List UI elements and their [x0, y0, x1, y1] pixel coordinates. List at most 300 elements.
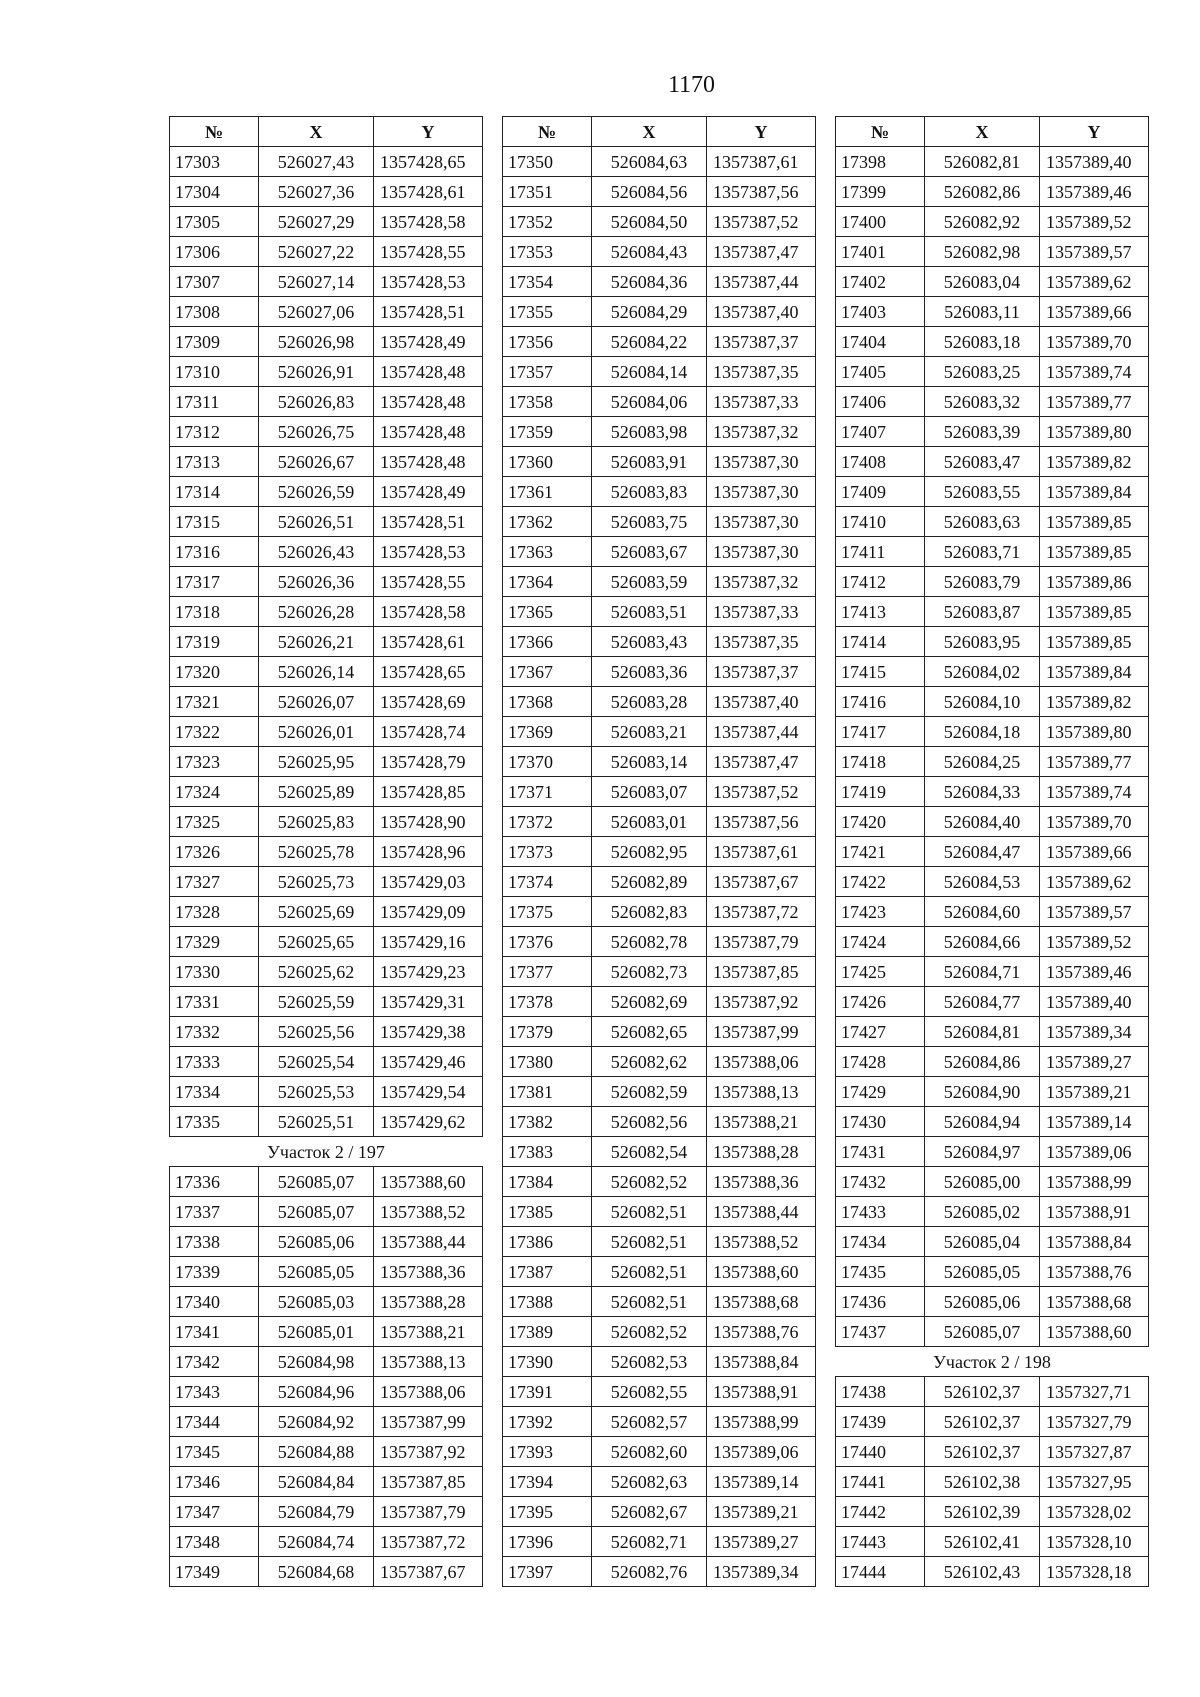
- x-coordinate-cell: 526084,25: [925, 747, 1040, 777]
- point-number-cell: 17438: [836, 1377, 925, 1407]
- x-coordinate-cell: 526084,81: [925, 1017, 1040, 1047]
- x-coordinate-cell: 526082,56: [592, 1107, 707, 1137]
- x-coordinate-cell: 526084,88: [259, 1437, 374, 1467]
- table-row: [836, 507, 1149, 537]
- table-row: [503, 867, 816, 897]
- table-row: [170, 297, 483, 327]
- x-coordinate-cell: 526025,51: [259, 1107, 374, 1137]
- x-coordinate-cell: 526082,54: [592, 1137, 707, 1167]
- x-coordinate-cell: 526083,47: [925, 447, 1040, 477]
- y-coordinate-cell: 1357387,79: [707, 927, 816, 957]
- point-number-cell: 17322: [170, 717, 259, 747]
- section-label: Участок 2 / 197: [170, 1137, 483, 1167]
- x-coordinate-cell: 526084,36: [592, 267, 707, 297]
- table-row: [170, 1377, 483, 1407]
- x-coordinate-cell: 526027,22: [259, 237, 374, 267]
- coordinates-table-1: [169, 116, 483, 1587]
- point-number-cell: 17307: [170, 267, 259, 297]
- x-coordinate-cell: 526025,78: [259, 837, 374, 867]
- y-coordinate-cell: 1357387,67: [374, 1557, 483, 1587]
- y-coordinate-cell: 1357429,38: [374, 1017, 483, 1047]
- y-coordinate-cell: 1357428,61: [374, 627, 483, 657]
- header-number: №: [836, 117, 925, 147]
- table-row: [170, 807, 483, 837]
- x-coordinate-cell: 526025,59: [259, 987, 374, 1017]
- point-number-cell: 17375: [503, 897, 592, 927]
- y-coordinate-cell: 1357428,61: [374, 177, 483, 207]
- table-row: [836, 417, 1149, 447]
- y-coordinate-cell: 1357428,69: [374, 687, 483, 717]
- y-coordinate-cell: 1357389,86: [1040, 567, 1149, 597]
- x-coordinate-cell: 526082,52: [592, 1317, 707, 1347]
- x-coordinate-cell: 526082,63: [592, 1467, 707, 1497]
- y-coordinate-cell: 1357389,40: [1040, 987, 1149, 1017]
- table-row: [836, 267, 1149, 297]
- table-row: [836, 867, 1149, 897]
- table-header-row: [836, 117, 1149, 147]
- x-coordinate-cell: 526102,39: [925, 1497, 1040, 1527]
- x-coordinate-cell: 526084,40: [925, 807, 1040, 837]
- table-row: [503, 327, 816, 357]
- table-row: [170, 747, 483, 777]
- point-number-cell: 17304: [170, 177, 259, 207]
- point-number-cell: 17348: [170, 1527, 259, 1557]
- y-coordinate-cell: 1357387,52: [707, 777, 816, 807]
- x-coordinate-cell: 526084,90: [925, 1077, 1040, 1107]
- point-number-cell: 17357: [503, 357, 592, 387]
- table-row: [503, 1197, 816, 1227]
- y-coordinate-cell: 1357388,21: [707, 1107, 816, 1137]
- y-coordinate-cell: 1357387,85: [707, 957, 816, 987]
- table-row: [170, 327, 483, 357]
- point-number-cell: 17404: [836, 327, 925, 357]
- y-coordinate-cell: 1357387,35: [707, 357, 816, 387]
- x-coordinate-cell: 526082,51: [592, 1287, 707, 1317]
- table-row: [170, 957, 483, 987]
- x-coordinate-cell: 526082,62: [592, 1047, 707, 1077]
- point-number-cell: 17380: [503, 1047, 592, 1077]
- header-x: X: [925, 117, 1040, 147]
- point-number-cell: 17321: [170, 687, 259, 717]
- x-coordinate-cell: 526084,66: [925, 927, 1040, 957]
- x-coordinate-cell: 526085,07: [925, 1317, 1040, 1347]
- y-coordinate-cell: 1357429,46: [374, 1047, 483, 1077]
- table-row: [170, 687, 483, 717]
- y-coordinate-cell: 1357388,99: [1040, 1167, 1149, 1197]
- y-coordinate-cell: 1357389,74: [1040, 777, 1149, 807]
- table-row: [836, 447, 1149, 477]
- table-row: [170, 537, 483, 567]
- table-row: [170, 567, 483, 597]
- y-coordinate-cell: 1357389,40: [1040, 147, 1149, 177]
- y-coordinate-cell: 1357388,84: [707, 1347, 816, 1377]
- x-coordinate-cell: 526085,02: [925, 1197, 1040, 1227]
- table-row: [503, 627, 816, 657]
- point-number-cell: 17361: [503, 477, 592, 507]
- x-coordinate-cell: 526026,91: [259, 357, 374, 387]
- table-row: [503, 1497, 816, 1527]
- y-coordinate-cell: 1357388,68: [1040, 1287, 1149, 1317]
- y-coordinate-cell: 1357388,68: [707, 1287, 816, 1317]
- table-row: [836, 327, 1149, 357]
- table-row: [170, 207, 483, 237]
- table-row: [836, 807, 1149, 837]
- y-coordinate-cell: 1357429,09: [374, 897, 483, 927]
- table-row: [503, 897, 816, 927]
- x-coordinate-cell: 526027,29: [259, 207, 374, 237]
- x-coordinate-cell: 526083,87: [925, 597, 1040, 627]
- y-coordinate-cell: 1357389,85: [1040, 507, 1149, 537]
- point-number-cell: 17319: [170, 627, 259, 657]
- x-coordinate-cell: 526083,18: [925, 327, 1040, 357]
- point-number-cell: 17420: [836, 807, 925, 837]
- table-row: [836, 1077, 1149, 1107]
- x-coordinate-cell: 526026,98: [259, 327, 374, 357]
- x-coordinate-cell: 526084,84: [259, 1467, 374, 1497]
- table-row: [503, 1407, 816, 1437]
- x-coordinate-cell: 526083,91: [592, 447, 707, 477]
- y-coordinate-cell: 1357428,48: [374, 357, 483, 387]
- x-coordinate-cell: 526083,55: [925, 477, 1040, 507]
- point-number-cell: 17381: [503, 1077, 592, 1107]
- point-number-cell: 17346: [170, 1467, 259, 1497]
- x-coordinate-cell: 526082,55: [592, 1377, 707, 1407]
- y-coordinate-cell: 1357389,70: [1040, 327, 1149, 357]
- point-number-cell: 17371: [503, 777, 592, 807]
- point-number-cell: 17376: [503, 927, 592, 957]
- point-number-cell: 17396: [503, 1527, 592, 1557]
- point-number-cell: 17406: [836, 387, 925, 417]
- x-coordinate-cell: 526085,06: [925, 1287, 1040, 1317]
- x-coordinate-cell: 526084,18: [925, 717, 1040, 747]
- y-coordinate-cell: 1357388,52: [707, 1227, 816, 1257]
- y-coordinate-cell: 1357387,72: [707, 897, 816, 927]
- table-row: [170, 507, 483, 537]
- x-coordinate-cell: 526083,63: [925, 507, 1040, 537]
- y-coordinate-cell: 1357388,06: [707, 1047, 816, 1077]
- table-row: [503, 837, 816, 867]
- table-row: [503, 717, 816, 747]
- y-coordinate-cell: 1357389,84: [1040, 477, 1149, 507]
- x-coordinate-cell: 526084,98: [259, 1347, 374, 1377]
- y-coordinate-cell: 1357387,40: [707, 297, 816, 327]
- point-number-cell: 17312: [170, 417, 259, 447]
- x-coordinate-cell: 526082,60: [592, 1437, 707, 1467]
- point-number-cell: 17444: [836, 1557, 925, 1587]
- table-row: [503, 1137, 816, 1167]
- table-row: [836, 1137, 1149, 1167]
- y-coordinate-cell: 1357388,06: [374, 1377, 483, 1407]
- point-number-cell: 17385: [503, 1197, 592, 1227]
- point-number-cell: 17358: [503, 387, 592, 417]
- x-coordinate-cell: 526085,04: [925, 1227, 1040, 1257]
- table-row: [503, 1227, 816, 1257]
- table-row: [170, 1257, 483, 1287]
- table-row: [170, 1107, 483, 1137]
- y-coordinate-cell: 1357387,44: [707, 717, 816, 747]
- table-row: [503, 807, 816, 837]
- x-coordinate-cell: 526082,51: [592, 1197, 707, 1227]
- x-coordinate-cell: 526083,59: [592, 567, 707, 597]
- table-row: [170, 1227, 483, 1257]
- table-row: [836, 627, 1149, 657]
- point-number-cell: 17365: [503, 597, 592, 627]
- x-coordinate-cell: 526025,56: [259, 1017, 374, 1047]
- y-coordinate-cell: 1357389,21: [1040, 1077, 1149, 1107]
- x-coordinate-cell: 526102,37: [925, 1377, 1040, 1407]
- header-x: X: [592, 117, 707, 147]
- table-row: [836, 537, 1149, 567]
- table-row: [836, 777, 1149, 807]
- point-number-cell: 17320: [170, 657, 259, 687]
- table-row: [170, 597, 483, 627]
- y-coordinate-cell: 1357327,71: [1040, 1377, 1149, 1407]
- y-coordinate-cell: 1357388,28: [707, 1137, 816, 1167]
- x-coordinate-cell: 526084,97: [925, 1137, 1040, 1167]
- y-coordinate-cell: 1357389,14: [707, 1467, 816, 1497]
- coordinates-table-3: [835, 116, 1149, 1587]
- table-row: [836, 717, 1149, 747]
- y-coordinate-cell: 1357387,37: [707, 327, 816, 357]
- point-number-cell: 17409: [836, 477, 925, 507]
- y-coordinate-cell: 1357428,96: [374, 837, 483, 867]
- point-number-cell: 17398: [836, 147, 925, 177]
- y-coordinate-cell: 1357387,32: [707, 417, 816, 447]
- point-number-cell: 17366: [503, 627, 592, 657]
- x-coordinate-cell: 526083,51: [592, 597, 707, 627]
- table-row: [170, 177, 483, 207]
- x-coordinate-cell: 526082,69: [592, 987, 707, 1017]
- y-coordinate-cell: 1357387,30: [707, 447, 816, 477]
- x-coordinate-cell: 526085,01: [259, 1317, 374, 1347]
- x-coordinate-cell: 526102,43: [925, 1557, 1040, 1587]
- x-coordinate-cell: 526026,75: [259, 417, 374, 447]
- table-row: [836, 837, 1149, 867]
- point-number-cell: 17413: [836, 597, 925, 627]
- x-coordinate-cell: 526082,59: [592, 1077, 707, 1107]
- x-coordinate-cell: 526083,04: [925, 267, 1040, 297]
- table-row: [503, 1467, 816, 1497]
- point-number-cell: 17416: [836, 687, 925, 717]
- table-row: [503, 1317, 816, 1347]
- x-coordinate-cell: 526083,67: [592, 537, 707, 567]
- table-row: [836, 687, 1149, 717]
- point-number-cell: 17390: [503, 1347, 592, 1377]
- header-x: X: [259, 117, 374, 147]
- point-number-cell: 17415: [836, 657, 925, 687]
- y-coordinate-cell: 1357388,36: [374, 1257, 483, 1287]
- x-coordinate-cell: 526082,83: [592, 897, 707, 927]
- point-number-cell: 17349: [170, 1557, 259, 1587]
- point-number-cell: 17431: [836, 1137, 925, 1167]
- x-coordinate-cell: 526082,51: [592, 1257, 707, 1287]
- table-row: [503, 567, 816, 597]
- table-row: [503, 207, 816, 237]
- table-row: [503, 267, 816, 297]
- table-row: [170, 1287, 483, 1317]
- point-number-cell: 17355: [503, 297, 592, 327]
- section-row: [170, 1137, 483, 1167]
- section-label: Участок 2 / 198: [836, 1347, 1149, 1377]
- x-coordinate-cell: 526082,65: [592, 1017, 707, 1047]
- table-row: [836, 1107, 1149, 1137]
- x-coordinate-cell: 526026,51: [259, 507, 374, 537]
- header-y: Y: [374, 117, 483, 147]
- table-row: [503, 657, 816, 687]
- header-y: Y: [1040, 117, 1149, 147]
- y-coordinate-cell: 1357389,66: [1040, 837, 1149, 867]
- x-coordinate-cell: 526085,03: [259, 1287, 374, 1317]
- y-coordinate-cell: 1357387,44: [707, 267, 816, 297]
- point-number-cell: 17421: [836, 837, 925, 867]
- x-coordinate-cell: 526102,37: [925, 1407, 1040, 1437]
- x-coordinate-cell: 526084,50: [592, 207, 707, 237]
- point-number-cell: 17373: [503, 837, 592, 867]
- point-number-cell: 17433: [836, 1197, 925, 1227]
- x-coordinate-cell: 526025,83: [259, 807, 374, 837]
- y-coordinate-cell: 1357428,79: [374, 747, 483, 777]
- x-coordinate-cell: 526082,92: [925, 207, 1040, 237]
- header-number: №: [170, 117, 259, 147]
- y-coordinate-cell: 1357328,10: [1040, 1527, 1149, 1557]
- point-number-cell: 17422: [836, 867, 925, 897]
- point-number-cell: 17414: [836, 627, 925, 657]
- x-coordinate-cell: 526084,60: [925, 897, 1040, 927]
- y-coordinate-cell: 1357387,85: [374, 1467, 483, 1497]
- table-row: [503, 417, 816, 447]
- x-coordinate-cell: 526027,36: [259, 177, 374, 207]
- x-coordinate-cell: 526084,86: [925, 1047, 1040, 1077]
- point-number-cell: 17442: [836, 1497, 925, 1527]
- y-coordinate-cell: 1357389,77: [1040, 747, 1149, 777]
- x-coordinate-cell: 526084,68: [259, 1557, 374, 1587]
- y-coordinate-cell: 1357428,85: [374, 777, 483, 807]
- table-row: [503, 387, 816, 417]
- table-row: [170, 1197, 483, 1227]
- table-row: [170, 1467, 483, 1497]
- point-number-cell: 17429: [836, 1077, 925, 1107]
- table-row: [836, 747, 1149, 777]
- point-number-cell: 17400: [836, 207, 925, 237]
- y-coordinate-cell: 1357389,27: [707, 1527, 816, 1557]
- x-coordinate-cell: 526084,33: [925, 777, 1040, 807]
- y-coordinate-cell: 1357387,61: [707, 147, 816, 177]
- x-coordinate-cell: 526084,53: [925, 867, 1040, 897]
- table-row: [170, 657, 483, 687]
- y-coordinate-cell: 1357389,57: [1040, 237, 1149, 267]
- y-coordinate-cell: 1357387,92: [374, 1437, 483, 1467]
- point-number-cell: 17330: [170, 957, 259, 987]
- y-coordinate-cell: 1357327,87: [1040, 1437, 1149, 1467]
- point-number-cell: 17439: [836, 1407, 925, 1437]
- table-row: [836, 1467, 1149, 1497]
- y-coordinate-cell: 1357389,52: [1040, 927, 1149, 957]
- x-coordinate-cell: 526083,71: [925, 537, 1040, 567]
- table-row: [836, 657, 1149, 687]
- y-coordinate-cell: 1357328,02: [1040, 1497, 1149, 1527]
- point-number-cell: 17411: [836, 537, 925, 567]
- x-coordinate-cell: 526083,95: [925, 627, 1040, 657]
- y-coordinate-cell: 1357388,76: [707, 1317, 816, 1347]
- point-number-cell: 17395: [503, 1497, 592, 1527]
- x-coordinate-cell: 526083,79: [925, 567, 1040, 597]
- table-row: [836, 1287, 1149, 1317]
- y-coordinate-cell: 1357388,60: [1040, 1317, 1149, 1347]
- y-coordinate-cell: 1357428,51: [374, 507, 483, 537]
- table-row: [170, 777, 483, 807]
- x-coordinate-cell: 526025,73: [259, 867, 374, 897]
- table-row: [170, 267, 483, 297]
- point-number-cell: 17412: [836, 567, 925, 597]
- table-row: [836, 357, 1149, 387]
- point-number-cell: 17377: [503, 957, 592, 987]
- y-coordinate-cell: 1357387,40: [707, 687, 816, 717]
- y-coordinate-cell: 1357389,06: [707, 1437, 816, 1467]
- x-coordinate-cell: 526085,07: [259, 1197, 374, 1227]
- y-coordinate-cell: 1357428,90: [374, 807, 483, 837]
- point-number-cell: 17356: [503, 327, 592, 357]
- point-number-cell: 17336: [170, 1167, 259, 1197]
- table-row: [503, 1287, 816, 1317]
- point-number-cell: 17325: [170, 807, 259, 837]
- x-coordinate-cell: 526025,65: [259, 927, 374, 957]
- x-coordinate-cell: 526026,67: [259, 447, 374, 477]
- table-row: [170, 1347, 483, 1377]
- x-coordinate-cell: 526084,02: [925, 657, 1040, 687]
- header-number: №: [503, 117, 592, 147]
- x-coordinate-cell: 526084,74: [259, 1527, 374, 1557]
- point-number-cell: 17311: [170, 387, 259, 417]
- x-coordinate-cell: 526026,36: [259, 567, 374, 597]
- point-number-cell: 17441: [836, 1467, 925, 1497]
- point-number-cell: 17408: [836, 447, 925, 477]
- point-number-cell: 17426: [836, 987, 925, 1017]
- table-row: [836, 387, 1149, 417]
- y-coordinate-cell: 1357387,32: [707, 567, 816, 597]
- y-coordinate-cell: 1357389,57: [1040, 897, 1149, 927]
- point-number-cell: 17419: [836, 777, 925, 807]
- y-coordinate-cell: 1357388,28: [374, 1287, 483, 1317]
- y-coordinate-cell: 1357389,82: [1040, 687, 1149, 717]
- point-number-cell: 17410: [836, 507, 925, 537]
- y-coordinate-cell: 1357387,79: [374, 1497, 483, 1527]
- point-number-cell: 17328: [170, 897, 259, 927]
- point-number-cell: 17402: [836, 267, 925, 297]
- x-coordinate-cell: 526026,59: [259, 477, 374, 507]
- x-coordinate-cell: 526082,71: [592, 1527, 707, 1557]
- x-coordinate-cell: 526083,07: [592, 777, 707, 807]
- x-coordinate-cell: 526082,78: [592, 927, 707, 957]
- point-number-cell: 17362: [503, 507, 592, 537]
- table-row: [836, 1257, 1149, 1287]
- table-header-row: [170, 117, 483, 147]
- point-number-cell: 17303: [170, 147, 259, 177]
- table-row: [503, 597, 816, 627]
- y-coordinate-cell: 1357387,56: [707, 177, 816, 207]
- point-number-cell: 17360: [503, 447, 592, 477]
- x-coordinate-cell: 526084,47: [925, 837, 1040, 867]
- x-coordinate-cell: 526084,06: [592, 387, 707, 417]
- y-coordinate-cell: 1357387,99: [707, 1017, 816, 1047]
- y-coordinate-cell: 1357388,13: [707, 1077, 816, 1107]
- point-number-cell: 17443: [836, 1527, 925, 1557]
- point-number-cell: 17418: [836, 747, 925, 777]
- x-coordinate-cell: 526082,89: [592, 867, 707, 897]
- point-number-cell: 17359: [503, 417, 592, 447]
- y-coordinate-cell: 1357428,48: [374, 447, 483, 477]
- y-coordinate-cell: 1357389,62: [1040, 267, 1149, 297]
- y-coordinate-cell: 1357387,35: [707, 627, 816, 657]
